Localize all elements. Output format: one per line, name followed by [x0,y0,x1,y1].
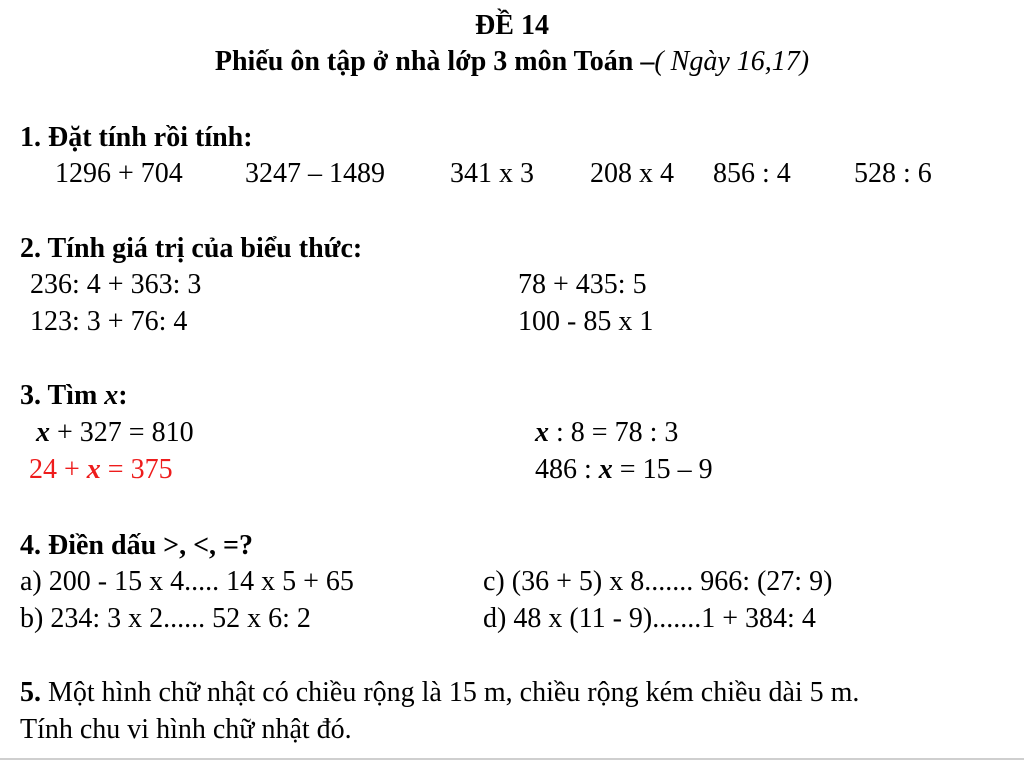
section-1-item: 856 : 4 [713,158,791,189]
worksheet-subtitle [0,48,1024,76]
variable-x: x [598,454,613,485]
word-problem-line-2: Tính chu vi hình chữ nhật đó. [20,714,352,745]
section-3-heading-text: 3. Tìm [20,380,105,411]
section-5-number: 5. [20,677,41,708]
section-4-heading: 4. Điền dấu >, <, =? [20,530,254,561]
equation-4-left: 486 : [535,454,599,485]
equation-2 [29,456,173,484]
expression-right-2: 100 - 85 x 1 [518,306,654,337]
equation-4 [535,456,713,484]
worksheet-title: ĐỀ 14 [475,10,549,41]
expression-right-1: 78 + 435: 5 [518,269,647,300]
section-1-item: 528 : 6 [854,158,932,189]
comparison-c: c) (36 + 5) x 8....... 966: (27: 9) [483,566,833,597]
section-2-heading: 2. Tính giá trị của biểu thức: [20,233,363,264]
section-1-item: 341 x 3 [450,158,534,189]
section-1-item: 1296 + 704 [55,158,183,189]
comparison-b: b) 234: 3 x 2...... 52 x 6: 2 [20,603,311,634]
section-1-heading: 1. Đặt tính rồi tính: [20,122,253,153]
section-1-item: 3247 – 1489 [245,158,385,189]
equation-2-left: 24 + [29,454,87,485]
equation-4-right: = 15 – 9 [612,454,713,485]
comparison-d: d) 48 x (11 - 9).......1 + 384: 4 [483,603,816,634]
section-3-heading-colon: : [118,380,128,411]
equation-2-right: = 375 [100,454,173,485]
variable-x: x [86,454,101,485]
word-problem-text: Một hình chữ nhật có chiều rộng là 15 m, chiều rộng kém chiều dài 5 m. [41,677,860,708]
equation-1-rest: + 327 = 810 [50,417,194,448]
variable-x: x [104,380,119,411]
section-1-item: 208 x 4 [590,158,674,189]
subtitle-text: Phiếu ôn tập ở nhà lớp 3 môn Toán – [214,46,655,77]
equation-1 [36,419,194,447]
section-3-heading [20,382,128,410]
subtitle-date: ( Ngày 16,17) [654,46,810,77]
expression-left-1: 236: 4 + 363: 3 [30,269,202,300]
equation-3-rest: : 8 = 78 : 3 [549,417,679,448]
equation-3 [535,419,678,447]
variable-x: x [535,417,549,448]
word-problem-line-1 [20,679,859,707]
variable-x: x [36,417,50,448]
expression-left-2: 123: 3 + 76: 4 [30,306,188,337]
comparison-a: a) 200 - 15 x 4..... 14 x 5 + 65 [20,566,354,597]
